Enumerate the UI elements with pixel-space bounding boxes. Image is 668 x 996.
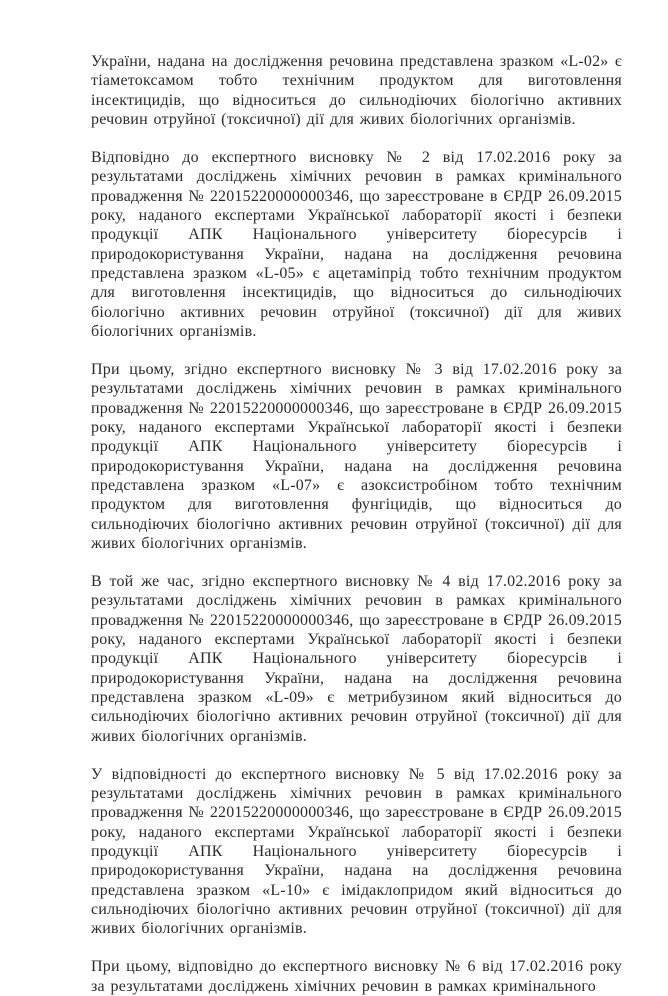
paragraph-conclusion-6-partial: При цьому, відповідно до експертного висновку № 6 від 17.02.2016 року за результатами досліджень хімічних речовин в рамках кримінального <box>91 958 622 995</box>
paragraph-continuation-l02: України, надана на дослідження речовина представлена зразком «L-02» є тіаметоксамом тобто технічним продуктом для виготовлення інсектицидів, що відноситься до сильнодіючих біологічно активних речовин отруйної (токсичної) дії для живих біологічних організмів. <box>91 53 622 128</box>
paragraph-conclusion-5-l10: У відповідності до експертного висновку № 5 від 17.02.2016 року за результатами досліджень хімічних речовин в рамках кримінального провадження № 22015220000000346, що зареєстроване в ЄРДР 26.09.2015 року, наданого експертами Української лабораторії якості і безпеки продукції АПК Національного університету біоресурсів і природокористування України, надана на дослідження речовина представлена зразком «L-10» є імідаклопридом який відноситься до сильнодіючих біологічно активних речовин отруйної (токсичної) дії для живих біологічних організмів. <box>91 765 622 938</box>
paragraph-conclusion-3-l07: При цьому, згідно експертного висновку № 3 від 17.02.2016 року за результатами досліджень хімічних речовин в рамках кримінального провадження № 22015220000000346, що зареєстроване в ЄРДР 26.09.2015 року, наданого експертами Української лабораторії якості і безпеки продукції АПК Національного університету біоресурсів і природокористування України, надана на дослідження речовина представлена зразком «L-07» є азоксистробіном тобто технічним продуктом для виготовлення фунгіцидів, що відноситься до сильнодіючих біологічно активних речовин отруйної (токсичної) дії для живих біологічних організмів. <box>91 361 622 552</box>
paragraph-conclusion-4-l09: В той же час, згідно експертного висновку № 4 від 17.02.2016 року за результатами досліджень хімічних речовин в рамках кримінального провадження № 22015220000000346, що зареєстроване в ЄРДР 26.09.2015 року, наданого експертами Української лабораторії якості і безпеки продукції АПК Національного університету біоресурсів і природокористування України, надана на дослідження речовина представлена зразком «L-09» є метрибузином який відноситься до сильнодіючих біологічно активних речовин отруйної (токсичної) дії для живих біологічних організмів. <box>91 573 622 745</box>
paragraph-conclusion-2-l05: Відповідно до експертного висновку № 2 від 17.02.2016 року за результатами досліджень хімічних речовин в рамках кримінального провадження № 22015220000000346, що зареєстроване в ЄРДР 26.09.2015 року, наданого експертами Української лабораторії якості і безпеки продукції АПК Національного університету біоресурсів і природокористування України, надана на дослідження речовина представлена зразком «L-05» є ацетаміпрід тобто технічним продуктом для виготовлення інсектицидів, що відноситься до сильнодіючих біологічно активних речовин отруйної (токсичної) дії для живих біологічних організмів. <box>91 149 622 340</box>
